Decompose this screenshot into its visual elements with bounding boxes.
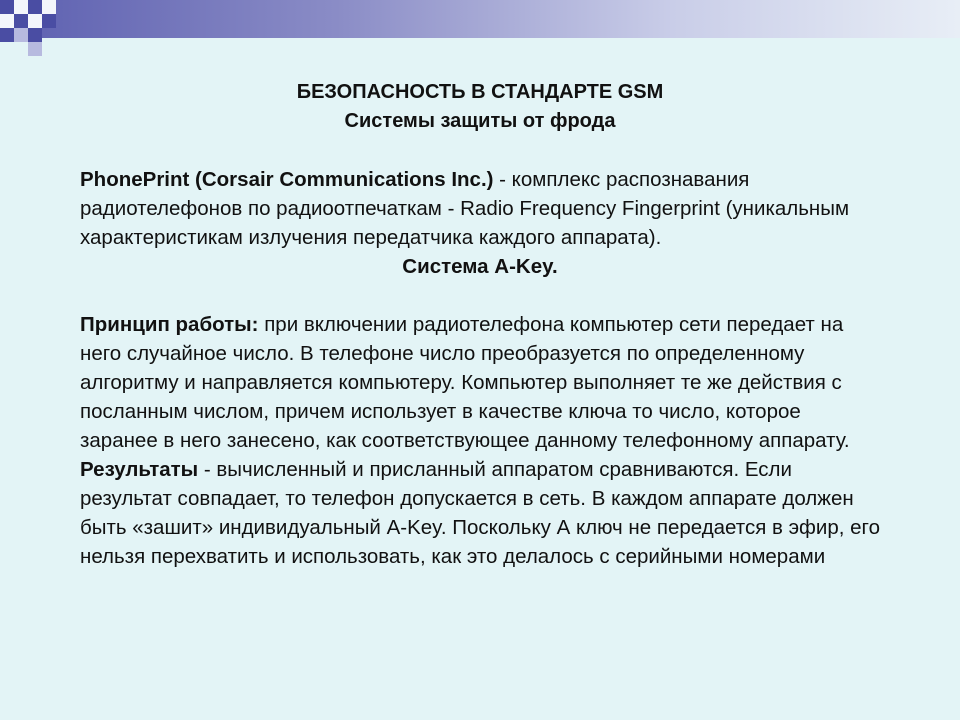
- header-gradient-band: [0, 0, 960, 38]
- spacer: [80, 136, 880, 165]
- square-decoration: [28, 28, 42, 42]
- principle-bold: Принцип работы:: [80, 313, 259, 336]
- decorative-squares: [0, 0, 80, 60]
- spacer: [80, 281, 880, 310]
- square-decoration: [28, 42, 42, 56]
- results-bold: Результаты: [80, 458, 199, 481]
- square-decoration: [0, 0, 14, 14]
- slide-title: БЕЗОПАСНОСТЬ В СТАНДАРТЕ GSM: [296, 81, 664, 103]
- phoneprint-text: - комплекс распознавания радиотелефонов по радиоотпечаткам - Radio Frequency Fingerprint (уникальным характеристикам излучения передатчика каждого аппарата).: [80, 168, 850, 249]
- phoneprint-paragraph: [80, 165, 880, 252]
- square-decoration: [0, 28, 14, 42]
- principle-paragraph: [80, 310, 880, 455]
- square-decoration: [14, 28, 28, 42]
- principle-text: при включении радиотелефона компьютер сети передает на него случайное число. В телефоне число преобразуется по определенному алгоритму и направляется компьютеру. Компьютер выполняет те же действия с посланным числом, причем использует в качестве ключа то число, которое заранее в него занесено, как соответствующее данному телефонному аппарату.: [80, 313, 850, 452]
- square-decoration: [42, 14, 56, 28]
- square-decoration: [14, 14, 28, 28]
- square-decoration: [14, 0, 28, 14]
- results-text: - вычисленный и присланный аппаратом сравниваются. Если результат совпадает, то телефон допускается в сеть. В каждом аппарате должен быть «зашит» индивидуальный A-Key. Поскольку А ключ не передается в эфир, его нельзя перехватить и использовать, как это делалось с серийными номерами: [80, 458, 880, 568]
- phoneprint-bold: PhonePrint (Corsair Communications Inc.): [80, 168, 494, 191]
- results-paragraph: [80, 455, 880, 571]
- square-decoration: [28, 14, 42, 28]
- slide-subtitle: Системы защиты от фрода: [344, 110, 616, 132]
- square-decoration: [28, 0, 42, 14]
- square-decoration: [42, 0, 56, 14]
- square-decoration: [0, 14, 14, 28]
- akey-heading: Система A-Key.: [402, 255, 558, 278]
- slide-content: [80, 78, 880, 571]
